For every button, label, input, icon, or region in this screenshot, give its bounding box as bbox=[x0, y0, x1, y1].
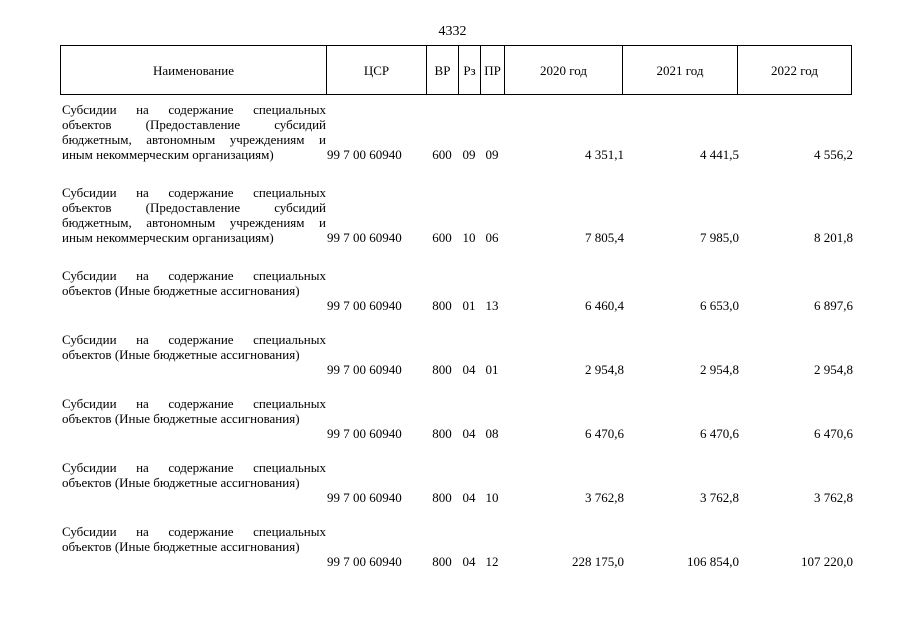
header-csr: ЦСР bbox=[327, 46, 427, 95]
header-rz: Рз bbox=[459, 46, 481, 95]
row-value-2022: 3 762,8 bbox=[814, 490, 853, 505]
row-value-2021: 7 985,0 bbox=[700, 230, 739, 245]
row-rz: 01 bbox=[462, 298, 476, 313]
row-value-2022: 6 897,6 bbox=[814, 298, 853, 313]
row-rz: 10 bbox=[462, 230, 476, 245]
row-rz: 04 bbox=[462, 490, 476, 505]
row-value-2021: 2 954,8 bbox=[700, 362, 739, 377]
page-number: 4332 bbox=[438, 24, 467, 39]
row-csr: 99 7 00 60940 bbox=[327, 298, 402, 313]
table-header bbox=[60, 45, 852, 95]
row-vr: 600 bbox=[432, 230, 452, 245]
table-row bbox=[60, 185, 855, 245]
row-value-2020: 3 762,8 bbox=[585, 490, 624, 505]
row-name: Субсидии на содержание специальных объектов (Предоставление субсидий бюджетным, автономным учреждениям и иным некоммерческим организациям) bbox=[62, 102, 326, 162]
row-csr: 99 7 00 60940 bbox=[327, 230, 402, 245]
row-value-2021: 4 441,5 bbox=[700, 147, 739, 162]
header-vr: ВР bbox=[427, 46, 459, 95]
header-name: Наименование bbox=[61, 46, 327, 95]
row-rz: 04 bbox=[462, 426, 476, 441]
row-value-2021: 3 762,8 bbox=[700, 490, 739, 505]
header-2020: 2020 год bbox=[505, 46, 623, 95]
header-pr: ПР bbox=[481, 46, 505, 95]
row-rz: 04 bbox=[462, 362, 476, 377]
row-name: Субсидии на содержание специальных объектов (Предоставление субсидий бюджетным, автономным учреждениям и иным некоммерческим организациям) bbox=[62, 185, 326, 245]
row-value-2020: 6 470,6 bbox=[585, 426, 624, 441]
row-value-2020: 2 954,8 bbox=[585, 362, 624, 377]
row-vr: 800 bbox=[432, 298, 452, 313]
table-row bbox=[60, 396, 855, 441]
row-pr: 10 bbox=[485, 490, 499, 505]
row-rz: 04 bbox=[462, 554, 476, 569]
row-pr: 09 bbox=[485, 147, 499, 162]
row-vr: 800 bbox=[432, 490, 452, 505]
row-csr: 99 7 00 60940 bbox=[327, 490, 402, 505]
row-csr: 99 7 00 60940 bbox=[327, 362, 402, 377]
row-pr: 12 bbox=[485, 554, 499, 569]
table-row bbox=[60, 460, 855, 505]
row-pr: 01 bbox=[485, 362, 499, 377]
row-pr: 06 bbox=[485, 230, 499, 245]
table-row bbox=[60, 102, 855, 162]
row-csr: 99 7 00 60940 bbox=[327, 147, 402, 162]
header-2021: 2021 год bbox=[623, 46, 738, 95]
row-value-2022: 4 556,2 bbox=[814, 147, 853, 162]
row-value-2021: 6 653,0 bbox=[700, 298, 739, 313]
row-vr: 600 bbox=[432, 147, 452, 162]
row-name: Субсидии на содержание специальных объектов (Иные бюджетные ассигнования) bbox=[62, 332, 326, 362]
row-value-2020: 7 805,4 bbox=[585, 230, 624, 245]
header-2022: 2022 год bbox=[738, 46, 852, 95]
row-value-2022: 2 954,8 bbox=[814, 362, 853, 377]
row-value-2020: 6 460,4 bbox=[585, 298, 624, 313]
row-value-2021: 6 470,6 bbox=[700, 426, 739, 441]
table-row bbox=[60, 524, 855, 569]
row-pr: 13 bbox=[485, 298, 499, 313]
row-value-2021: 106 854,0 bbox=[687, 554, 739, 569]
row-value-2022: 107 220,0 bbox=[801, 554, 853, 569]
row-vr: 800 bbox=[432, 554, 452, 569]
row-name: Субсидии на содержание специальных объектов (Иные бюджетные ассигнования) bbox=[62, 396, 326, 426]
row-value-2020: 4 351,1 bbox=[585, 147, 624, 162]
row-vr: 800 bbox=[432, 426, 452, 441]
table-row bbox=[60, 332, 855, 377]
row-value-2022: 6 470,6 bbox=[814, 426, 853, 441]
row-value-2022: 8 201,8 bbox=[814, 230, 853, 245]
table-row bbox=[60, 268, 855, 313]
row-name: Субсидии на содержание специальных объектов (Иные бюджетные ассигнования) bbox=[62, 268, 326, 298]
row-rz: 09 bbox=[462, 147, 476, 162]
row-value-2020: 228 175,0 bbox=[572, 554, 624, 569]
row-name: Субсидии на содержание специальных объектов (Иные бюджетные ассигнования) bbox=[62, 524, 326, 554]
row-csr: 99 7 00 60940 bbox=[327, 554, 402, 569]
row-vr: 800 bbox=[432, 362, 452, 377]
row-name: Субсидии на содержание специальных объектов (Иные бюджетные ассигнования) bbox=[62, 460, 326, 490]
row-csr: 99 7 00 60940 bbox=[327, 426, 402, 441]
row-pr: 08 bbox=[485, 426, 499, 441]
